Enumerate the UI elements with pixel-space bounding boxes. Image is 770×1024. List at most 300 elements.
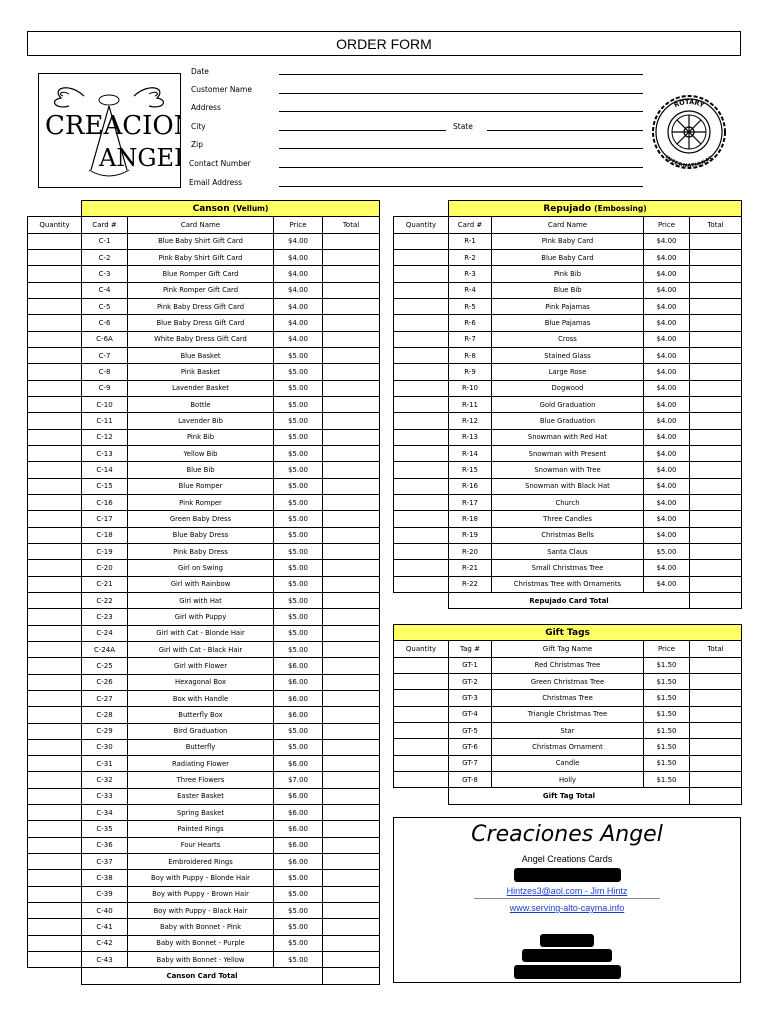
canson-row (28, 756, 380, 772)
total-input[interactable] (323, 952, 380, 968)
quantity-input[interactable] (28, 380, 82, 396)
total-input[interactable] (690, 331, 742, 347)
quantity-input[interactable] (28, 625, 82, 641)
canson-row (28, 707, 380, 723)
creaciones-angel-logo (38, 73, 181, 188)
item-number: C-2 (82, 249, 128, 265)
item-number: C-6A (82, 331, 128, 347)
item-name: Girl with Hat (128, 592, 274, 608)
quantity-input[interactable] (28, 331, 82, 347)
item-name: Santa Claus (492, 543, 644, 559)
quantity-input[interactable] (28, 886, 82, 902)
item-name: Radiating Flower (128, 756, 274, 772)
total-input[interactable] (323, 249, 380, 265)
quantity-input[interactable] (28, 282, 82, 298)
total-input[interactable] (323, 658, 380, 674)
quantity-input[interactable] (28, 788, 82, 804)
total-input[interactable] (690, 755, 742, 771)
quantity-input[interactable] (394, 315, 449, 331)
gift-tag-row (394, 739, 742, 755)
item-name: Blue Baby Card (492, 249, 644, 265)
item-number: R-2 (449, 249, 492, 265)
business-subtitle: Angel Creations Cards (521, 854, 613, 864)
item-name: Green Christmas Tree (492, 673, 644, 689)
item-price: $1.50 (644, 722, 690, 738)
item-number: C-31 (82, 756, 128, 772)
item-number: R-6 (449, 315, 492, 331)
item-name: Yellow Bib (128, 445, 274, 461)
repujado-row (394, 445, 742, 461)
total-input[interactable] (323, 707, 380, 723)
total-input[interactable] (690, 315, 742, 331)
quantity-input[interactable] (394, 673, 449, 689)
item-number: C-6 (82, 315, 128, 331)
total-input[interactable] (690, 576, 742, 592)
rotary-top-text: ROTARY (672, 97, 706, 110)
gift-tag-row (394, 673, 742, 689)
item-name: Snowman with Tree (492, 462, 644, 478)
item-number: C-18 (82, 527, 128, 543)
quantity-input[interactable] (394, 543, 449, 559)
item-number: C-4 (82, 282, 128, 298)
quantity-input[interactable] (28, 723, 82, 739)
total-input[interactable] (323, 821, 380, 837)
total-input[interactable] (690, 706, 742, 722)
item-number: R-18 (449, 511, 492, 527)
item-price: $4.00 (274, 298, 323, 314)
repujado-row (394, 494, 742, 510)
quantity-input[interactable] (394, 396, 449, 412)
contact-number-label: Contact Number (189, 159, 251, 168)
column-header: Total (323, 217, 380, 233)
item-name: Church (492, 494, 644, 510)
total-input[interactable] (323, 543, 380, 559)
total-input[interactable] (323, 560, 380, 576)
item-name: Embroidered Rings (128, 854, 274, 870)
quantity-input[interactable] (28, 462, 82, 478)
total-input[interactable] (690, 380, 742, 396)
business-info-box (393, 817, 741, 983)
total-input[interactable] (323, 576, 380, 592)
repujado-row (394, 413, 742, 429)
canson-row (28, 282, 380, 298)
item-name: Girl with Flower (128, 658, 274, 674)
repujado-row (394, 249, 742, 265)
total-input[interactable] (690, 722, 742, 738)
total-input[interactable] (323, 429, 380, 445)
quantity-input[interactable] (394, 249, 449, 265)
quantity-input[interactable] (28, 658, 82, 674)
canson-row (28, 445, 380, 461)
quantity-input[interactable] (28, 674, 82, 690)
quantity-input[interactable] (394, 560, 449, 576)
item-number: R-4 (449, 282, 492, 298)
quantity-input[interactable] (28, 641, 82, 657)
total-input[interactable] (690, 511, 742, 527)
item-price: $4.00 (644, 494, 690, 510)
quantity-input[interactable] (28, 478, 82, 494)
canson-row (28, 674, 380, 690)
total-input[interactable] (323, 413, 380, 429)
canson-row (28, 870, 380, 886)
canson-row (28, 935, 380, 951)
total-input[interactable] (323, 870, 380, 886)
quantity-input[interactable] (28, 429, 82, 445)
canson-row (28, 249, 380, 265)
item-name: Pink Bib (492, 266, 644, 282)
total-input[interactable] (323, 396, 380, 412)
item-price: $4.00 (644, 380, 690, 396)
total-input[interactable] (690, 413, 742, 429)
total-input[interactable] (690, 396, 742, 412)
repujado-total-input[interactable] (690, 592, 742, 608)
quantity-input[interactable] (28, 364, 82, 380)
repujado-total-label: Repujado Card Total (449, 592, 690, 608)
item-number: C-34 (82, 805, 128, 821)
item-price: $5.00 (274, 625, 323, 641)
gift-tags-total-input[interactable] (690, 788, 742, 804)
total-input[interactable] (323, 527, 380, 543)
quantity-input[interactable] (28, 690, 82, 706)
total-input[interactable] (323, 886, 380, 902)
total-input[interactable] (690, 527, 742, 543)
quantity-input[interactable] (394, 755, 449, 771)
item-price: $1.50 (644, 657, 690, 673)
canson-row (28, 233, 380, 249)
total-input[interactable] (690, 739, 742, 755)
quantity-input[interactable] (394, 413, 449, 429)
total-input[interactable] (690, 249, 742, 265)
quantity-input[interactable] (28, 560, 82, 576)
total-input[interactable] (690, 429, 742, 445)
total-input[interactable] (323, 919, 380, 935)
item-number: C-27 (82, 690, 128, 706)
total-input[interactable] (323, 788, 380, 804)
quantity-input[interactable] (394, 527, 449, 543)
quantity-input[interactable] (394, 576, 449, 592)
quantity-input[interactable] (28, 772, 82, 788)
item-number: R-21 (449, 560, 492, 576)
svg-text:ROTARY (673, 98, 706, 110)
quantity-input[interactable] (28, 576, 82, 592)
item-name: Christmas Ornament (492, 739, 644, 755)
total-input[interactable] (323, 494, 380, 510)
total-input[interactable] (323, 298, 380, 314)
item-number: GT-2 (449, 673, 492, 689)
quantity-input[interactable] (28, 347, 82, 363)
quantity-input[interactable] (394, 233, 449, 249)
item-price: $5.00 (274, 560, 323, 576)
city-label: City (191, 122, 206, 131)
quantity-input[interactable] (394, 347, 449, 363)
quantity-input[interactable] (28, 249, 82, 265)
total-input[interactable] (323, 364, 380, 380)
item-name: Candle (492, 755, 644, 771)
total-input[interactable] (323, 478, 380, 494)
address-field[interactable] (279, 111, 643, 112)
item-name: Blue Romper Gift Card (128, 266, 274, 282)
quantity-input[interactable] (394, 298, 449, 314)
gift-tags-header: Gift Tags (394, 625, 742, 641)
item-price: $4.00 (274, 233, 323, 249)
item-name: White Baby Dress Gift Card (128, 331, 274, 347)
quantity-input[interactable] (394, 494, 449, 510)
quantity-input[interactable] (28, 609, 82, 625)
item-name: Gold Graduation (492, 396, 644, 412)
email-link[interactable]: Hintzes3@aol.com - Jim Hintz (506, 886, 628, 896)
column-header: Price (274, 217, 323, 233)
item-price: $4.00 (644, 282, 690, 298)
quantity-input[interactable] (394, 690, 449, 706)
form-title: ORDER FORM (27, 31, 741, 56)
total-input[interactable] (323, 772, 380, 788)
quantity-input[interactable] (394, 722, 449, 738)
item-price: $4.00 (274, 266, 323, 282)
canson-row (28, 527, 380, 543)
logo-text-bottom: ANGE (99, 144, 175, 172)
total-input[interactable] (323, 739, 380, 755)
item-price: $4.00 (644, 233, 690, 249)
item-number: C-7 (82, 347, 128, 363)
total-input[interactable] (323, 935, 380, 951)
total-input[interactable] (323, 690, 380, 706)
item-number: C-41 (82, 919, 128, 935)
total-input[interactable] (690, 445, 742, 461)
total-input[interactable] (323, 282, 380, 298)
item-price: $5.00 (274, 494, 323, 510)
email-address-field[interactable] (279, 186, 643, 187)
item-number: C-25 (82, 658, 128, 674)
total-input[interactable] (323, 233, 380, 249)
total-input[interactable] (690, 543, 742, 559)
quantity-input[interactable] (28, 413, 82, 429)
item-price: $6.00 (274, 756, 323, 772)
website-link[interactable]: www.serving-alto-cayma.info (509, 903, 625, 913)
canson-total-label: Canson Card Total (82, 968, 323, 984)
rotary-logo (651, 94, 727, 170)
canson-row (28, 380, 380, 396)
total-input[interactable] (323, 854, 380, 870)
item-price: $4.00 (644, 445, 690, 461)
total-input[interactable] (690, 657, 742, 673)
total-input[interactable] (323, 756, 380, 772)
total-input[interactable] (323, 266, 380, 282)
quantity-input[interactable] (28, 266, 82, 282)
repujado-row (394, 315, 742, 331)
quantity-input[interactable] (28, 870, 82, 886)
total-input[interactable] (690, 771, 742, 787)
quantity-input[interactable] (28, 919, 82, 935)
quantity-input[interactable] (394, 429, 449, 445)
total-input[interactable] (323, 347, 380, 363)
quantity-input[interactable] (28, 445, 82, 461)
total-input[interactable] (323, 380, 380, 396)
item-price: $4.00 (274, 331, 323, 347)
quantity-input[interactable] (394, 282, 449, 298)
item-name: Pink Baby Dress (128, 543, 274, 559)
quantity-input[interactable] (28, 527, 82, 543)
repujado-row (394, 380, 742, 396)
quantity-input[interactable] (28, 903, 82, 919)
total-input[interactable] (690, 347, 742, 363)
quantity-input[interactable] (28, 739, 82, 755)
quantity-input[interactable] (28, 821, 82, 837)
quantity-input[interactable] (394, 657, 449, 673)
quantity-input[interactable] (394, 771, 449, 787)
total-input[interactable] (690, 478, 742, 494)
item-price: $5.00 (274, 919, 323, 935)
column-header: Total (690, 217, 742, 233)
state-field[interactable] (487, 130, 643, 131)
item-name: Pink Baby Card (492, 233, 644, 249)
item-name: Stained Glass (492, 347, 644, 363)
item-name: Bottle (128, 396, 274, 412)
total-input[interactable] (690, 364, 742, 380)
canson-row (28, 331, 380, 347)
total-input[interactable] (323, 723, 380, 739)
item-price: $6.00 (274, 788, 323, 804)
city-field[interactable] (279, 130, 446, 131)
item-number: C-11 (82, 413, 128, 429)
item-number: R-13 (449, 429, 492, 445)
repujado-row (394, 511, 742, 527)
quantity-input[interactable] (28, 396, 82, 412)
item-name: Christmas Bells (492, 527, 644, 543)
item-price: $5.00 (274, 527, 323, 543)
item-number: R-20 (449, 543, 492, 559)
item-name: Painted Rings (128, 821, 274, 837)
quantity-input[interactable] (28, 935, 82, 951)
item-number: R-15 (449, 462, 492, 478)
total-input[interactable] (323, 674, 380, 690)
total-input[interactable] (690, 690, 742, 706)
quantity-input[interactable] (28, 233, 82, 249)
quantity-input[interactable] (394, 462, 449, 478)
item-name: Cross (492, 331, 644, 347)
item-number: C-3 (82, 266, 128, 282)
item-number: C-16 (82, 494, 128, 510)
quantity-input[interactable] (394, 380, 449, 396)
total-input[interactable] (323, 641, 380, 657)
quantity-input[interactable] (394, 706, 449, 722)
canson-row (28, 903, 380, 919)
quantity-input[interactable] (394, 511, 449, 527)
quantity-input[interactable] (394, 266, 449, 282)
quantity-input[interactable] (394, 445, 449, 461)
redacted-block (514, 965, 621, 979)
total-input[interactable] (690, 462, 742, 478)
canson-row (28, 347, 380, 363)
quantity-input[interactable] (28, 298, 82, 314)
item-name: Blue Basket (128, 347, 274, 363)
total-input[interactable] (690, 266, 742, 282)
canson-row (28, 543, 380, 559)
quantity-input[interactable] (28, 592, 82, 608)
quantity-input[interactable] (28, 707, 82, 723)
gift-tag-row (394, 706, 742, 722)
zip-field[interactable] (279, 148, 643, 149)
quantity-input[interactable] (28, 315, 82, 331)
total-input[interactable] (690, 494, 742, 510)
total-input[interactable] (323, 625, 380, 641)
total-input[interactable] (323, 315, 380, 331)
date-field[interactable] (279, 74, 643, 75)
repujado-row (394, 266, 742, 282)
contact-number-field[interactable] (279, 167, 643, 168)
column-header: Gift Tag Name (492, 641, 644, 657)
quantity-input[interactable] (394, 739, 449, 755)
total-input[interactable] (323, 445, 380, 461)
quantity-input[interactable] (28, 756, 82, 772)
item-name: Pink Pajamas (492, 298, 644, 314)
canson-row (28, 396, 380, 412)
total-input[interactable] (323, 331, 380, 347)
gift-tag-row (394, 690, 742, 706)
item-price: $4.00 (644, 413, 690, 429)
quantity-input[interactable] (394, 364, 449, 380)
quantity-input[interactable] (28, 494, 82, 510)
item-price: $4.00 (274, 315, 323, 331)
quantity-input[interactable] (394, 478, 449, 494)
item-price: $4.00 (644, 511, 690, 527)
canson-row (28, 919, 380, 935)
item-price: $6.00 (274, 707, 323, 723)
total-input[interactable] (690, 673, 742, 689)
canson-row (28, 805, 380, 821)
item-price: $5.00 (274, 935, 323, 951)
item-name: Baby with Bonnet - Pink (128, 919, 274, 935)
quantity-input[interactable] (28, 952, 82, 968)
quantity-input[interactable] (394, 331, 449, 347)
item-number: C-24A (82, 641, 128, 657)
canson-row (28, 625, 380, 641)
total-input[interactable] (690, 282, 742, 298)
item-price: $4.00 (644, 347, 690, 363)
item-price: $5.00 (274, 739, 323, 755)
canson-header (82, 201, 380, 217)
total-input[interactable] (323, 903, 380, 919)
quantity-input[interactable] (28, 854, 82, 870)
quantity-input[interactable] (28, 805, 82, 821)
quantity-input[interactable] (28, 511, 82, 527)
quantity-input[interactable] (28, 543, 82, 559)
total-input[interactable] (323, 609, 380, 625)
total-input[interactable] (323, 837, 380, 853)
logo-text-top: CREACIO (45, 111, 174, 141)
total-input[interactable] (690, 298, 742, 314)
total-input[interactable] (323, 462, 380, 478)
item-name: Blue Bib (492, 282, 644, 298)
total-input[interactable] (690, 233, 742, 249)
item-name: Red Christmas Tree (492, 657, 644, 673)
item-price: $5.00 (274, 576, 323, 592)
item-price: $4.00 (644, 315, 690, 331)
total-input[interactable] (323, 511, 380, 527)
item-name: Pink Romper (128, 494, 274, 510)
canson-total-input[interactable] (323, 968, 380, 984)
total-input[interactable] (690, 560, 742, 576)
canson-row (28, 609, 380, 625)
total-input[interactable] (323, 805, 380, 821)
repujado-row (394, 347, 742, 363)
item-name: Blue Baby Dress (128, 527, 274, 543)
customer-name-field[interactable] (279, 93, 643, 94)
canson-row (28, 723, 380, 739)
quantity-input[interactable] (28, 837, 82, 853)
canson-row (28, 739, 380, 755)
repujado-row (394, 396, 742, 412)
total-input[interactable] (323, 592, 380, 608)
